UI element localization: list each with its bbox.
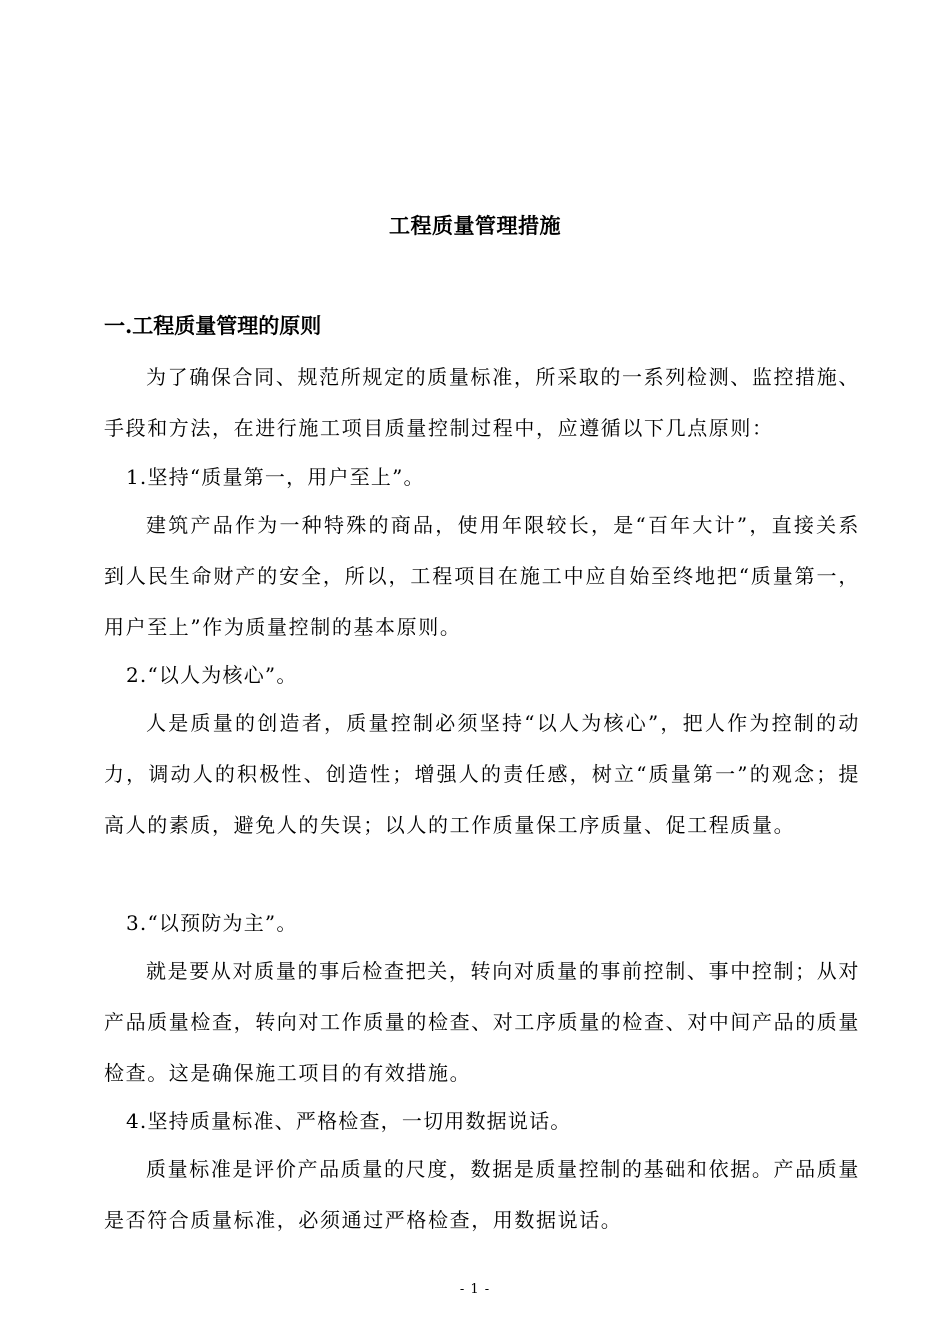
principle-4-heading: 4.坚持质量标准、严格检查，一切用数据说话。	[126, 1109, 572, 1133]
principle-2-heading: 2.“以人为核心”。	[126, 663, 298, 687]
principle-3-body: 就是要从对质量的事后检查把关，转向对质量的事前控制、事中控制；从对产品质量检查，转向对工作质量的检查、对工序质量的检查、对中间产品的质量检查。这是确保施工项目的有效措施。	[104, 959, 860, 1085]
intro-paragraph: 为了确保合同、规范所规定的质量标准，所采取的一系列检测、监控措施、手段和方法，在进行施工项目质量控制过程中，应遵循以下几点原则：	[104, 365, 860, 440]
principle-2-body: 人是质量的创造者，质量控制必须坚持“以人为核心”，把人作为控制的动力，调动人的积极性、创造性；增强人的责任感，树立“质量第一”的观念；提高人的素质，避免人的失误；以人的工作质量保工序质量、促工程质量。	[104, 711, 860, 837]
principle-1-body: 建筑产品作为一种特殊的商品，使用年限较长，是“百年大计”，直接关系到人民生命财产的安全，所以，工程项目在施工中应自始至终地把“质量第一，用户至上”作为质量控制的基本原则。	[104, 513, 860, 639]
principle-1-heading: 1.坚持“质量第一，用户至上”。	[126, 465, 425, 489]
principle-3-heading: 3.“以预防为主”。	[126, 911, 298, 935]
principle-4-body: 质量标准是评价产品质量的尺度，数据是质量控制的基础和依据。产品质量是否符合质量标准，必须通过严格检查，用数据说话。	[104, 1157, 860, 1232]
section-heading: 一.工程质量管理的原则	[104, 313, 322, 338]
document-title: 工程质量管理措施	[389, 213, 561, 238]
page-number: - 1 -	[459, 1282, 491, 1297]
